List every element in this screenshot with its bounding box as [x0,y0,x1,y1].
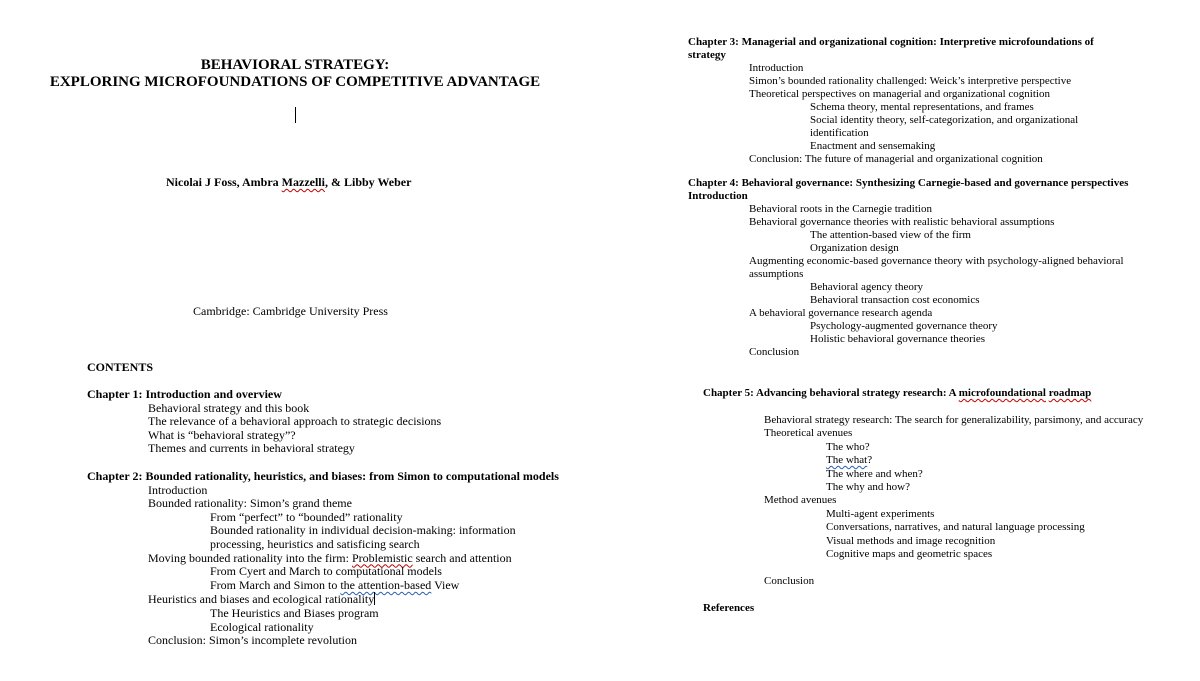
toc-entry-part: search and attention [412,550,512,565]
toc-entry: Social identity theory, self-categorization, and organizational [810,114,1079,126]
toc-entry: Ecological rationality [210,619,314,634]
toc-entry: Cognitive maps and geometric spaces [826,548,993,561]
toc-entry-grammar-flag: the attention-based [340,577,432,592]
toc-entry: Organization design [810,242,899,254]
chapter-5-conclusion: Conclusion [764,575,815,587]
toc-entry [764,454,1143,467]
chapter-1 [87,388,441,456]
toc-entry: Bounded rationality in individual decision-making: information [210,523,516,538]
chapter-5 [764,414,1143,561]
toc-entry: The attention-based view of the firm [810,229,971,241]
chapter-5-title-misspelled: roadmap [1048,387,1092,399]
toc-entry: From Cyert and March to computational models [210,564,442,579]
toc-entry: Theoretical perspectives on managerial and organizational cognition [749,88,1050,100]
toc-entry: The why and how? [826,481,911,494]
authors-misspelled: Mazzelli [281,175,325,189]
text-cursor [374,592,375,605]
chapter-2-title: Chapter 2: Bounded rationality, heuristics, and biases: from Simon to computational models [87,469,559,483]
toc-entry: processing, heuristics and satisficing search [210,536,420,551]
toc-entry: Behavioral transaction cost economics [810,294,980,306]
toc-entry: Conclusion: The future of managerial and organizational cognition [749,153,1043,165]
toc-entry: assumptions [749,268,804,280]
toc-entry [87,579,559,593]
toc-entry-grammar-flag: The what [826,454,868,467]
toc-entry: Simon’s bounded rationality challenged: Weick’s interpretive perspective [749,75,1072,87]
authors-part: Nicolai J Foss, Ambra [166,175,282,189]
toc-entry: Behavioral strategy research: The search for generalizability, parsimony, and accuracy [764,414,1144,426]
toc-entry: Visual methods and image recognition [826,534,996,547]
toc-entry: The where and when? [826,467,923,480]
chapter-5-title-part: Chapter 5: Advancing behavioral strategy research: A [703,387,959,399]
chapter-3-title: Chapter 3: Managerial and organizational cognition: Interpretive microfoundations of [688,36,1094,48]
toc-entry: A behavioral governance research agenda [749,307,933,319]
toc-entry: Behavioral governance theories with realistic behavioral assumptions [749,216,1055,228]
toc-entry: Behavioral strategy and this book [148,400,310,415]
toc-entry: Psychology-augmented governance theory [810,320,998,332]
chapter-4-title-cont: Introduction [688,190,748,202]
toc-entry: Introduction [148,482,208,497]
chapter-3-title-cont: strategy [688,49,726,61]
toc-entry: identification [810,127,869,139]
chapter-4 [688,177,1128,359]
toc-entry: Conclusion: Simon’s incomplete revolution [148,633,357,648]
toc-entry: The who? [826,440,870,453]
book-title [0,57,590,91]
toc-entry-part: View [431,577,460,592]
toc-entry: Introduction [749,62,804,74]
toc-entry: Conclusion [749,346,800,358]
authors [166,176,411,190]
toc-entry: Method avenues [764,494,837,507]
toc-entry: From “perfect” to “bounded” rationality [210,509,403,524]
toc-entry: Bounded rationality: Simon’s grand theme [148,496,352,511]
toc-entry-part: Moving bounded rationality into the firm: [148,550,352,565]
toc-entry-misspelled: Problemistic [351,550,413,565]
toc-entry: Multi-agent experiments [826,507,935,520]
toc-entry: Augmenting economic-based governance theory with psychology-aligned behavioral [749,255,1124,267]
toc-entry-part: Heuristics and biases and ecological rationality [148,592,375,607]
toc-entry: The relevance of a behavioral approach to strategic decisions [148,414,442,429]
toc-entry-part: ? [867,454,873,467]
chapter-5-title-misspelled: microfoundational [958,387,1046,399]
chapter-1-title: Chapter 1: Introduction and overview [87,387,282,401]
authors-part: , & Libby Weber [324,175,412,189]
publisher: Cambridge: Cambridge University Press [193,304,388,318]
toc-entry: Conversations, narratives, and natural language processing [826,521,1085,534]
toc-entry-part: From March and Simon to [210,577,341,592]
toc-entry: Behavioral agency theory [810,281,924,293]
contents-heading: CONTENTS [87,360,154,374]
chapter-2 [87,470,559,648]
toc-entry: Holistic behavioral governance theories [810,333,986,345]
book-title-line1: BEHAVIORAL STRATEGY: [200,57,390,73]
toc-entry [87,592,559,607]
toc-entry: Themes and currents in behavioral strategy [148,441,355,456]
book-title-line2: EXPLORING MICROFOUNDATIONS OF COMPETITIVE ADVANTAGE [49,74,541,90]
text-cursor [295,107,296,123]
toc-entry: What is “behavioral strategy”? [148,427,296,442]
toc-entry: Theoretical avenues [764,427,853,440]
toc-entry: Behavioral roots in the Carnegie tradition [749,203,932,215]
toc-entry: Enactment and sensemaking [810,140,936,152]
toc-entry: The Heuristics and Biases program [210,605,379,620]
references-heading: References [703,602,755,614]
chapter-5-title [703,387,1091,400]
chapter-4-title: Chapter 4: Behavioral governance: Synthesizing Carnegie-based and governance perspectives [688,177,1129,189]
toc-entry: Schema theory, mental representations, and frames [810,101,1034,113]
chapter-3 [688,36,1094,166]
toc-entry [87,552,559,566]
